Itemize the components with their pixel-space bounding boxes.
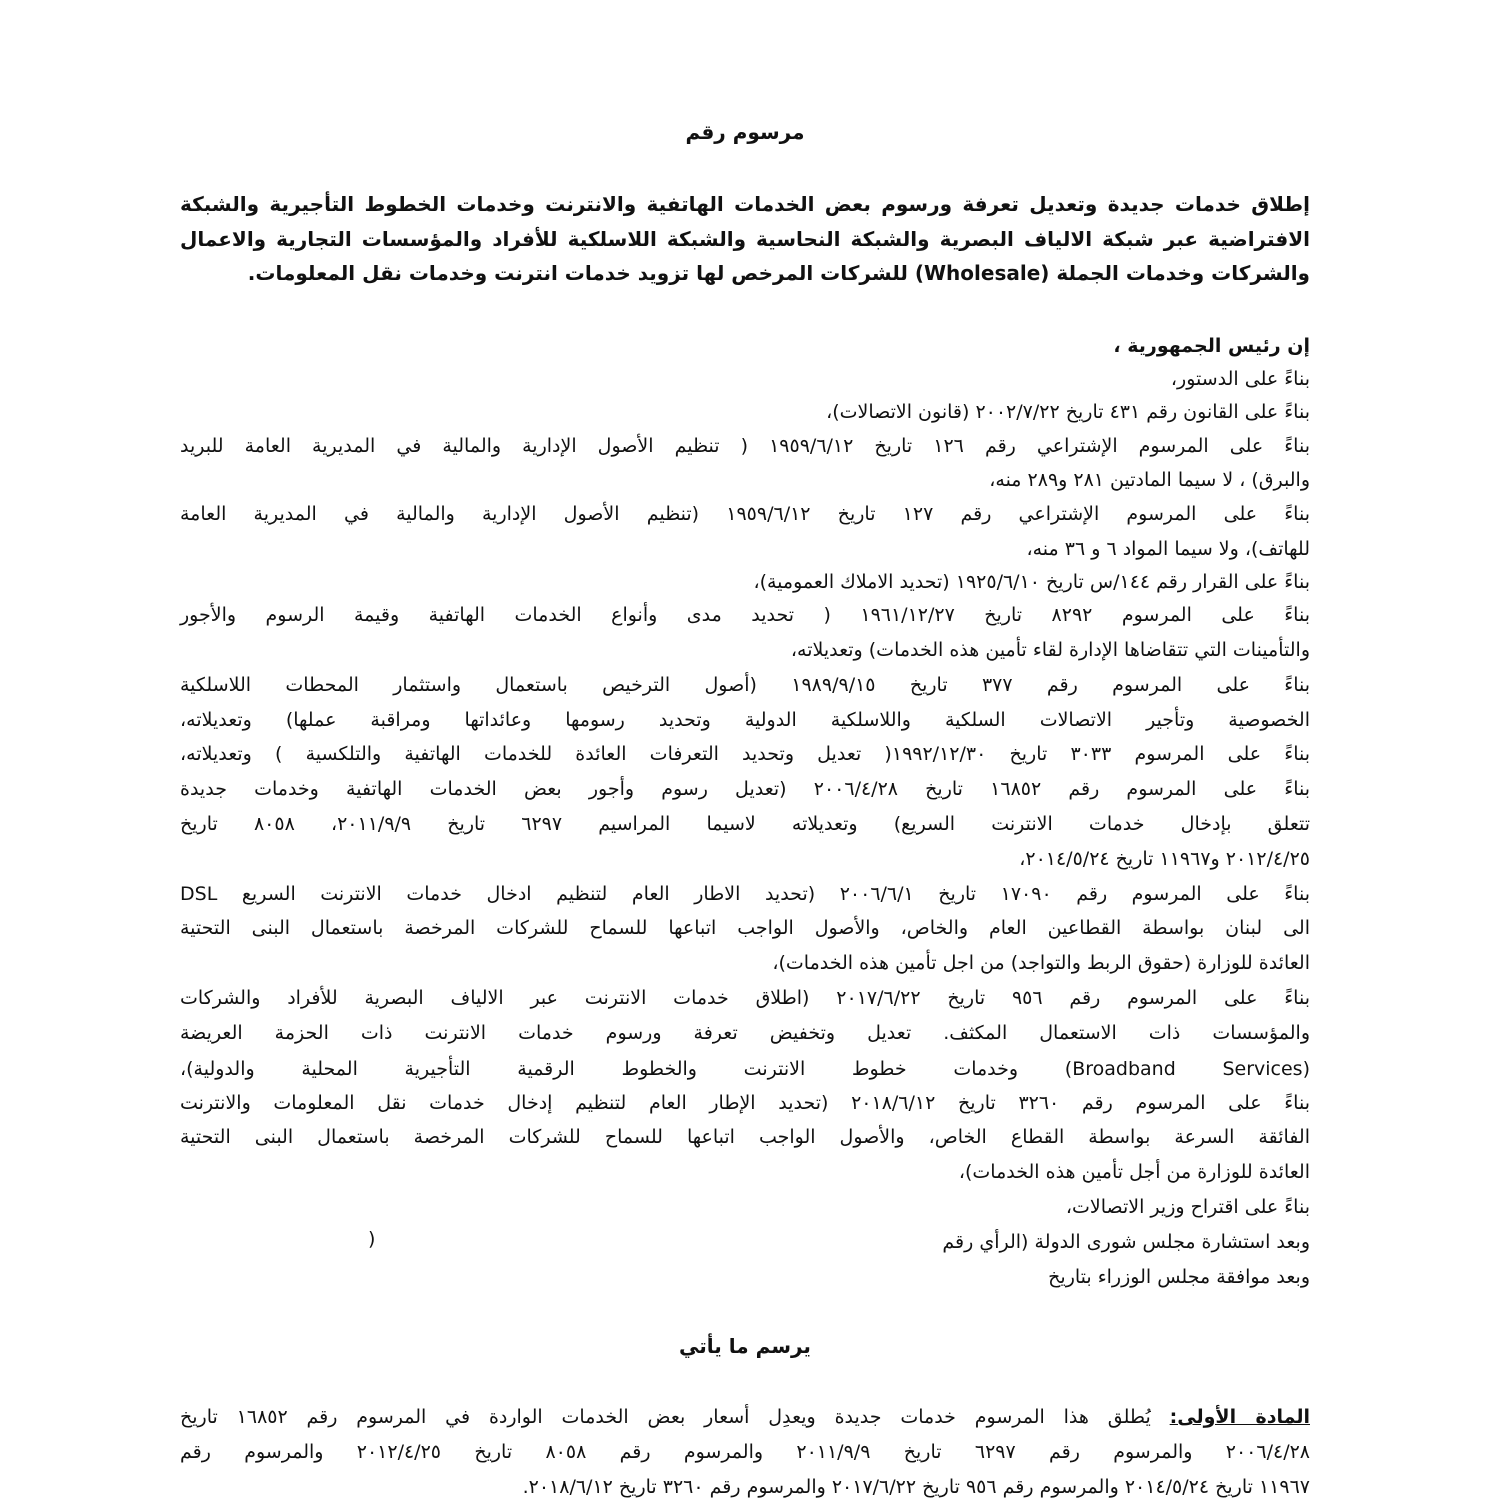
preamble-line: والمؤسسات ذات الاستعمال المكثف. تعديل وتخفيض تعرفة ورسوم خدمات الانترنت ذات الحزمة العريضة — [180, 1022, 1310, 1044]
article-1-label: المادة الأولى: — [1169, 1406, 1310, 1428]
preamble-line: بناءً على القرار رقم ١٤٤/س تاريخ ١٩٢٥/٦/١٠ (تحديد الاملاك العمومية)، — [753, 571, 1310, 593]
preamble-line: العائدة للوزارة (حقوق الربط والتواجد) من اجل تأمين هذه الخدمات)، — [772, 952, 1310, 974]
preamble-line: بناءً على المرسوم ٨٢٩٢ تاريخ ١٩٦١/١٢/٢٧ ( تحديد مدى وأنواع الخدمات الهاتفية وقيمة الرسوم والأجور — [180, 604, 1310, 626]
preamble-line: بناءً على الدستور، — [1170, 368, 1310, 390]
preamble-line: بناءً على المرسوم رقم ١٦٨٥٢ تاريخ ٢٠٠٦/٤/٢٨ (تعديل رسوم وأجور بعض الخدمات الهاتفية وخدمات جديدة — [180, 778, 1311, 800]
preamble-line: بناءً على المرسوم رقم ٣٧٧ تاريخ ١٩٨٩/٩/١٥ (أصول الترخيص باستعمال واستثمار المحطات اللاسلكية — [180, 674, 1311, 696]
preamble-line: الخصوصية وتأجير الاتصالات السلكية واللاسلكية الدولية وتحديد رسومها وعائداتها ومراقبة عملها) وتعديلاته، — [180, 709, 1310, 731]
subject-line: إطلاق خدمات جديدة وتعديل تعرفة ورسوم بعض الخدمات الهاتفية والانترنت وخدمات الخطوط التأجيرية والشبكة — [180, 192, 1310, 216]
preamble-line: بناءً على المرسوم رقم ٩٥٦ تاريخ ٢٠١٧/٦/٢٢ (اطلاق خدمات الانترنت عبر الالياف البصرية للأفراد والشركات — [180, 987, 1310, 1009]
preamble-line: إن رئيس الجمهورية ، — [1113, 335, 1310, 357]
article-1-line: ٢٠٠٦/٤/٢٨ والمرسوم رقم ٦٢٩٧ تاريخ ٢٠١١/٩/٩ والمرسوم رقم ٨٠٥٨ تاريخ ٢٠١٢/٤/٢٥ والمرسوم رقم — [180, 1441, 1311, 1463]
preamble-line: وبعد موافقة مجلس الوزراء بتاريخ — [1048, 1266, 1310, 1288]
preamble-line: بناءً على المرسوم رقم ٣٢٦٠ تاريخ ٢٠١٨/٦/١٢ (تحديد الإطار العام لتنظيم إدخال خدمات نقل المعلومات والانترنت — [180, 1092, 1310, 1114]
preamble-line: ٢٠١٢/٤/٢٥ و١١٩٦٧ تاريخ ٢٠١٤/٥/٢٤، — [1019, 848, 1310, 870]
preamble-line: بناءً على المرسوم الإشتراعي رقم ١٢٦ تاريخ ١٩٥٩/٦/١٢ ( تنظيم الأصول الإدارية والمالية في المديرية العامة للبريد — [180, 435, 1310, 457]
preamble-line: الى لبنان بواسطة القطاعين العام والخاص، والأصول الواجب اتباعها للسماح للشركات المرخصة باستعمال البنى التحتية — [180, 917, 1310, 939]
preamble-line: الفائقة السرعة بواسطة القطاع الخاص، والأصول الواجب اتباعها للسماح للشركات المرخصة باستعمال البنى التحتية — [180, 1126, 1310, 1148]
preamble-line: للهاتف)، ولا سيما المواد ٦ و ٣٦ منه، — [1026, 538, 1310, 560]
preamble-line: بناءً على المرسوم رقم ١٧٠٩٠ تاريخ ٢٠٠٦/٦/١ (تحديد الاطار العام لتنظيم ادخال خدمات الانترنت السريع DSL — [180, 883, 1310, 905]
preamble-line: بناءً على المرسوم الإشتراعي رقم ١٢٧ تاريخ ١٩٥٩/٦/١٢ (تنظيم الأصول الإدارية والمالية في المديرية العامة — [180, 503, 1310, 525]
preamble-line: (Broadband Services) وخدمات خطوط الانترنت والخطوط الرقمية التأجيرية المحلية والدولية)، — [180, 1058, 1310, 1080]
preamble-line: والتأمينات التي تتقاضاها الإدارة لقاء تأمين هذه الخدمات) وتعديلاته، — [790, 639, 1310, 661]
preamble-line: بناءً على اقتراح وزير الاتصالات، — [1065, 1196, 1310, 1218]
article-1-line — [180, 1403, 1310, 1431]
opinion-closing-paren: ) — [368, 1228, 376, 1250]
decree-title: مرسوم رقم — [685, 120, 805, 144]
article-1-text: يُطلق هذا المرسوم خدمات جديدة ويعدِل أسعار بعض الخدمات الواردة في المرسوم رقم ١٦٨٥٢ تاريخ — [180, 1406, 1151, 1428]
preamble-line: العائدة للوزارة من أجل تأمين هذه الخدمات)، — [958, 1161, 1310, 1183]
subject-line: الافتراضية عبر شبكة الالياف البصرية والشبكة النحاسية والشبكة اللاسلكية للأفراد والمؤسسات التجارية والاعمال — [180, 227, 1310, 251]
preamble-line: تتعلق بإدخال خدمات الانترنت السريع) وتعديلاته لاسيما المراسيم ٦٢٩٧ تاريخ ٢٠١١/٩/٩، ٨٠٥٨ تاريخ — [180, 813, 1311, 835]
subject-line: والشركات وخدمات الجملة (Wholesale) للشركات المرخص لها تزويد خدمات انترنت وخدمات نقل المعلومات. — [247, 261, 1310, 285]
preamble-line: بناءً على القانون رقم ٤٣١ تاريخ ٢٠٠٢/٧/٢٢ (قانون الاتصالات)، — [826, 401, 1310, 423]
preamble-line: والبرق) ، لا سيما المادتين ٢٨١ و٢٨٩ منه، — [989, 469, 1310, 491]
preamble-line: بناءً على المرسوم ٣٠٣٣ تاريخ ١٩٩٢/١٢/٣٠( تعديل وتحديد التعرفات العائدة للخدمات الهاتفية والتلكسية ) وتعديلاته، — [180, 743, 1311, 765]
decrees-heading: يرسم ما يأتي — [679, 1334, 811, 1358]
article-1-line: ١١٩٦٧ تاريخ ٢٠١٤/٥/٢٤ والمرسوم رقم ٩٥٦ تاريخ ٢٠١٧/٦/٢٢ والمرسوم رقم ٣٢٦٠ تاريخ ٢٠١٨/٦/١٢. — [522, 1476, 1310, 1498]
preamble-line: وبعد استشارة مجلس شورى الدولة (الرأي رقم — [942, 1231, 1310, 1253]
